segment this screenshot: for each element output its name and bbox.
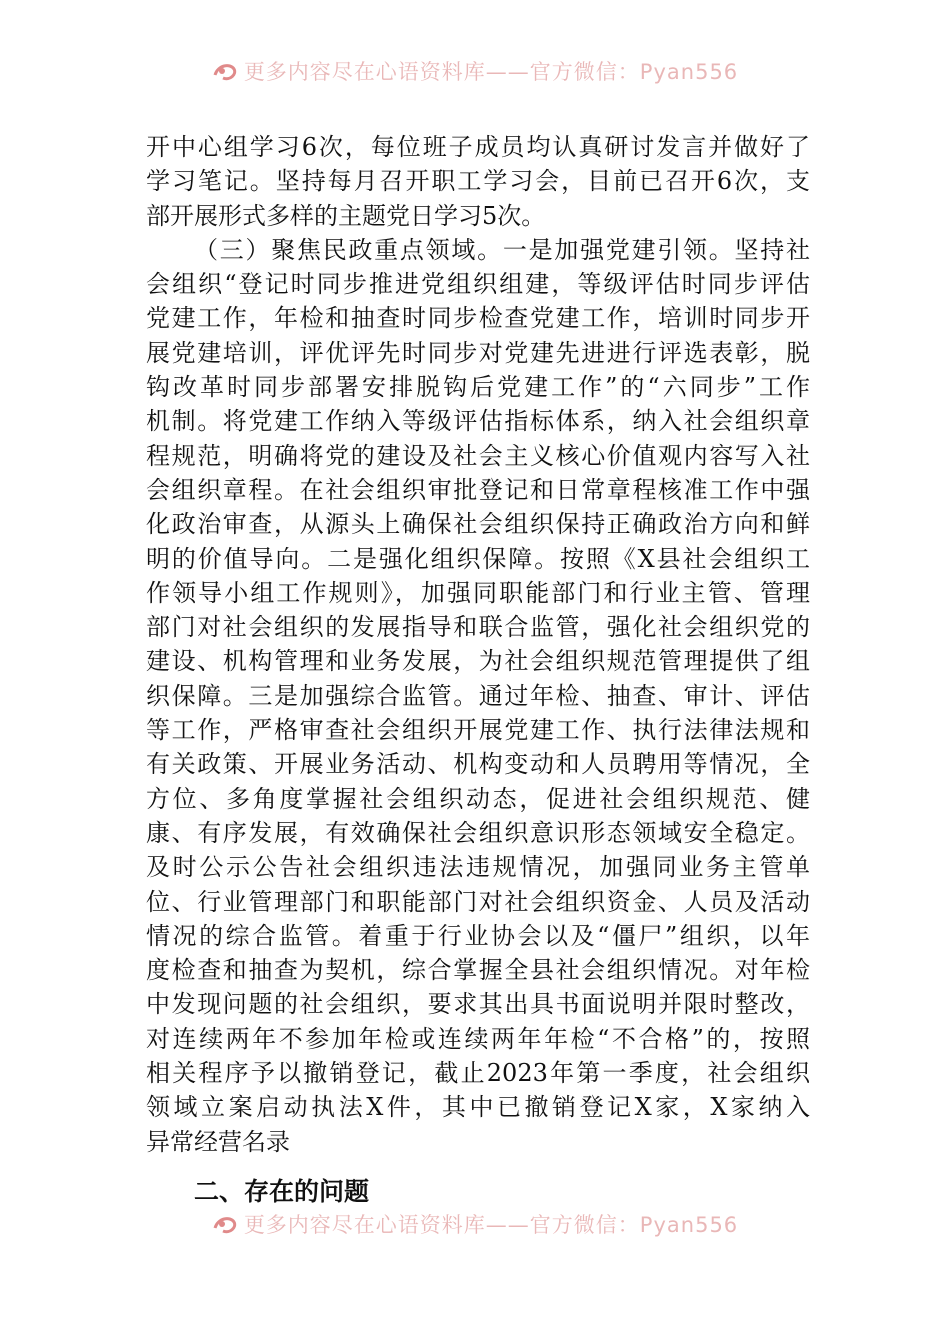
text-line: （三）聚焦民政重点领域。一是加强党建引领。坚持社 bbox=[194, 235, 810, 264]
text-line: 等工作，严格审查社会组织开展党建工作、执行法律法规和 bbox=[146, 716, 810, 745]
text-line: 开中心组学习6次，每位班子成员均认真研讨发言并做好了 bbox=[146, 133, 810, 161]
watermark-text: 更多内容尽在心语资料库——官方微信：Pyan556 bbox=[243, 60, 739, 84]
text-line: 会组织“登记时同步推进党组织组建，等级评估时同步评估 bbox=[146, 270, 810, 299]
text-line: 领域立案启动执法X件，其中已撤销登记X家，X家纳入 bbox=[146, 1093, 810, 1122]
paragraph-2 bbox=[146, 233, 810, 1159]
text-line: 位、行业管理部门和职能部门对社会组织资金、人员及活动 bbox=[146, 887, 810, 916]
text-line: 学习笔记。坚持每月召开职工学习会，目前已召开6次，支 bbox=[146, 167, 810, 196]
text-line: 钩改革时同步部署安排脱钩后党建工作”的“六同步”工作 bbox=[146, 373, 810, 402]
text-line: 机制。将党建工作纳入等级评估指标体系，纳入社会组织章 bbox=[146, 407, 810, 436]
text-line: 建设、机构管理和业务发展，为社会组织规范管理提供了组 bbox=[146, 647, 810, 676]
text-line: 会组织章程。在社会组织审批登记和日常章程核准工作中强 bbox=[146, 475, 810, 504]
watermark-bottom bbox=[0, 1209, 950, 1239]
text-line: 对连续两年不参加年检或连续两年年检“不合格”的，按照 bbox=[146, 1024, 810, 1053]
text-line: 作领导小组工作规则》，加强同职能部门和行业主管、管理 bbox=[146, 578, 810, 607]
text-line: 明的价值导向。二是强化组织保障。按照《X县社会组织工 bbox=[146, 544, 810, 573]
text-line: 党建工作，年检和抽查时同步检查党建工作，培训时同步开 bbox=[146, 304, 810, 333]
watermark-top bbox=[0, 56, 950, 86]
logo-icon bbox=[212, 61, 238, 83]
watermark-text: 更多内容尽在心语资料库——官方微信：Pyan556 bbox=[243, 1213, 739, 1237]
text-line: 及时公示公告社会组织违法违规情况，加强同业务主管单 bbox=[146, 853, 810, 882]
text-line: 情况的综合监管。着重于行业协会以及“僵尸”组织，以年 bbox=[146, 921, 810, 950]
text-line: 相关程序予以撤销登记，截止2023年第一季度，社会组织 bbox=[146, 1059, 810, 1088]
text-line: 度检查和抽查为契机，综合掌握全县社会组织情况。对年检 bbox=[146, 956, 810, 985]
text-line: 部门对社会组织的发展指导和联合监管，强化社会组织党的 bbox=[146, 613, 810, 642]
logo-icon bbox=[212, 1214, 238, 1236]
text-line: 康、有序发展，有效确保社会组织意识形态领域安全稳定。 bbox=[146, 818, 810, 847]
document-body bbox=[146, 130, 810, 1159]
text-line: 展党建培训，评优评先时同步对党建先进进行评选表彰，脱 bbox=[146, 338, 810, 367]
text-line: 织保障。三是加强综合监管。通过年检、抽查、审计、评估 bbox=[146, 681, 810, 710]
text-line: 有关政策、开展业务活动、机构变动和人员聘用等情况，全 bbox=[146, 750, 810, 779]
text-line: 化政治审查，从源头上确保社会组织保持正确政治方向和鲜 bbox=[146, 510, 810, 539]
text-line: 程规范，明确将党的建设及社会主义核心价值观内容写入社 bbox=[146, 441, 810, 470]
text-line: 中发现问题的社会组织，要求其出具书面说明并限时整改， bbox=[146, 990, 810, 1019]
text-line: 方位、多角度掌握社会组织动态，促进社会组织规范、健 bbox=[146, 784, 810, 813]
paragraph-1 bbox=[146, 130, 810, 233]
text-line: 部开展形式多样的主题党日学习5次。 bbox=[146, 201, 546, 230]
section-heading: 二、存在的问题 bbox=[194, 1177, 370, 1206]
text-line: 异常经营名录 bbox=[146, 1127, 290, 1156]
